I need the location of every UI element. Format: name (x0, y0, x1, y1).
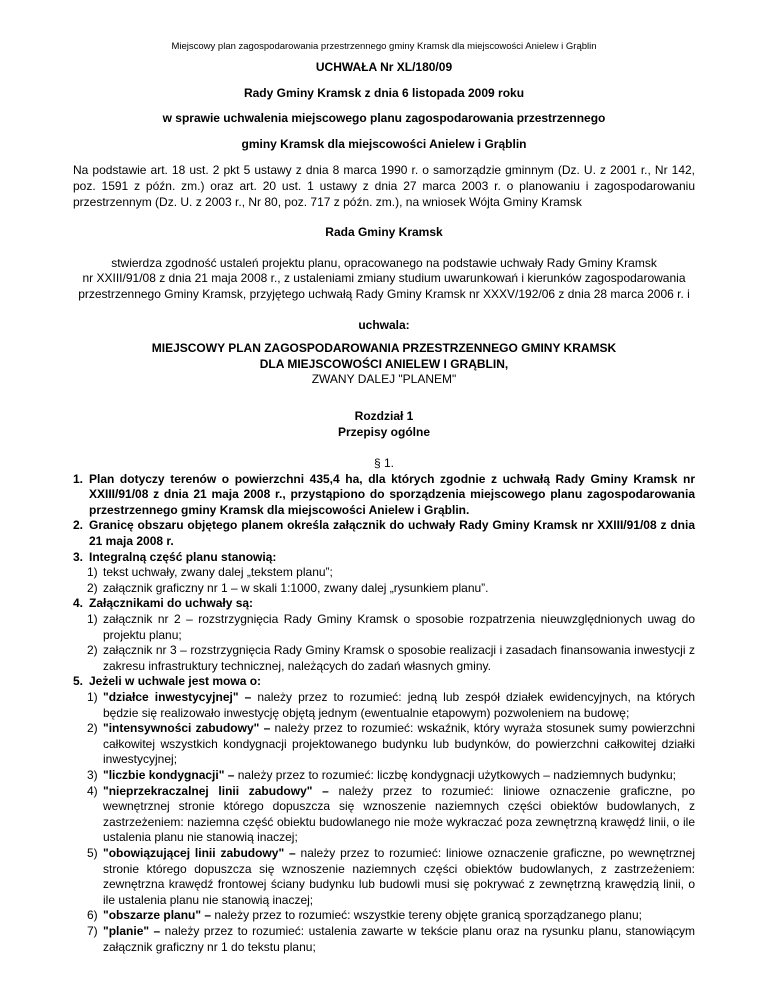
definition-term: "obowiązującej linii zabudowy" – (103, 845, 296, 860)
sub-item-text: należy przez to rozumieć: wskaźnik, który wyraża stosunek sumy powierzchni całkowitej wszystkich kondygnacji projektowanego budynku lub budynków, do powierzchni całkowitej działki inwestycyjnej; (103, 721, 695, 767)
sub-item-number: 7) (87, 923, 98, 938)
provision-text: Plan dotyczy terenów o powierzchni 435,4 ha, dla których zgodnie z uchwałą Rady Gminy Kramsk nr XXIII/91/08 z dnia 21 maja 2008 r., przystąpiono do sporządzenia miejscowego planu zagospodarowania przestrzennego gminy Kramsk dla miejscowości Anielew i Grąblin. (89, 471, 695, 517)
sub-item (73, 846, 695, 908)
sub-item-number: 2) (87, 643, 98, 658)
council-name: Rada Gminy Kramsk (325, 225, 443, 240)
provision-text: Integralną część planu stanowią: (89, 549, 277, 564)
definition-term: "planie" – (103, 923, 161, 938)
sub-item-text: tekst uchwały, zwany dalej „tekstem planu”; (103, 565, 333, 580)
sub-item (73, 924, 695, 955)
plan-title (73, 341, 695, 388)
provision-number: 2. (73, 518, 84, 533)
sub-item-number: 5) (87, 845, 98, 860)
provision-number: 5. (73, 674, 84, 689)
sub-item-text: załącznik graficzny nr 1 – w skali 1:1000, zwany dalej „rysunkiem planu”. (103, 580, 489, 595)
sub-item-text: załącznik nr 3 – rozstrzygnięcia Rady Gminy Kramsk o sposobie realizacji i zasadach finansowania inwestycji z zakresu infrastruktury technicznej, należących do zadań własnych gminy. (103, 643, 695, 673)
statement-line: przestrzennego Gminy Kramsk, przyjętego uchwałą Rady Gminy Kramsk nr XXXV/192/06 z dnia 28 marca 2006 r. i (78, 286, 690, 301)
sub-item (73, 721, 695, 768)
running-header: Miejscowy plan zagospodarowania przestrzennego gminy Kramsk dla miejscowości Anielew i Grąblin (171, 41, 597, 52)
provision-number: 4. (73, 596, 84, 611)
chapter-number: Rozdział 1 (354, 408, 414, 423)
provision-item (73, 518, 695, 549)
provision-number: 3. (73, 549, 84, 564)
sub-item (73, 768, 695, 784)
sub-item-number: 3) (87, 767, 98, 782)
sub-item (73, 690, 695, 721)
sub-item (73, 581, 695, 597)
statement-line: nr XXIII/91/08 z dnia 21 maja 2008 r., z ustaleniami zmiany studium uwarunkowań i kierunków zagospodarowania (82, 271, 686, 286)
sub-item-text: należy przez to rozumieć: jedną lub zespół działek ewidencyjnych, na których będzie się realizowało inwestycję objętą jednym (ewentualnie etapowym) pozwoleniem na budowę; (103, 690, 695, 720)
sub-item-number: 1) (87, 612, 98, 627)
sub-item (73, 643, 695, 674)
statement (73, 256, 695, 303)
definition-term: "obszarze planu" – (103, 908, 212, 923)
provision-text: Jeżeli w uchwale jest mowa o: (89, 674, 262, 689)
sub-item-text: załącznik nr 2 – rozstrzygnięcia Rady Gminy Kramsk o sposobie rozpatrzenia nieuwzględnionych uwag do projektu planu; (103, 612, 695, 642)
sub-item-number: 4) (87, 783, 98, 798)
sub-item-text: należy przez to rozumieć: liczbę kondygnacji użytkowych – nadziemnych budynku; (234, 767, 676, 782)
provision-text: Granicę obszaru objętego planem określa załącznik do uchwały Rady Gminy Kramsk nr XXIII/91/08 z dnia 21 maja 2008 r. (89, 518, 695, 549)
statement-line: stwierdza zgodność ustaleń projektu planu, opracowanego na podstawie uchwały Rady Gminy Kramsk (111, 255, 657, 270)
sub-item (73, 908, 695, 924)
definition-term: "nieprzekraczalnej linii zabudowy" – (103, 783, 329, 798)
sub-item-number: 1) (87, 690, 98, 704)
plan-title-line: MIEJSCOWY PLAN ZAGOSPODAROWANIA PRZESTRZENNEGO GMINY KRAMSK (151, 341, 617, 356)
definition-term: "liczbie kondygnacji" – (103, 767, 235, 782)
paragraph-sign: § 1. (373, 456, 394, 471)
sub-item-number: 2) (87, 721, 98, 736)
provision-item (73, 674, 695, 690)
definition-term: "intensywności zabudowy" – (103, 721, 271, 736)
sub-item-text: należy przez to rozumieć: wszystkie tereny objęte granicą sporządzanego planu; (211, 908, 642, 923)
provisions-list (73, 472, 695, 955)
resolves-label: uchwala: (358, 317, 410, 332)
sub-item-text: należy przez to rozumieć: liniowe oznaczenie graficzne, po wewnętrznej stronie którego dopuszcza się wznoszenie naziemnych części obiektów budowlanych, z zastrzeżeniem: naziemna część obiektu budowlanego nie może wykraczać poza zewnętrzną krawędź linii, o ile ustalenia planu nie stanowią inaczej; (103, 783, 695, 845)
sub-item-number: 2) (87, 580, 98, 595)
plan-title-line: ZWANY DALEJ "PLANEM" (311, 372, 457, 387)
provision-item (73, 596, 695, 612)
sub-item-text: należy przez to rozumieć: liniowe oznaczenie graficzne, po wewnętrznej stronie którego dopuszcza się wznoszenie naziemnych części obiektów budowlanych, z zastrzeżeniem: zewnętrzna krawędź frontowej ściany budynku lub budowli musi się pokrywać z zewnętrzną krawędzią linii, o ile ustalenia planu nie stanowią inaczej; (103, 845, 695, 907)
resolution-council-date: Rady Gminy Kramsk z dnia 6 listopada 2009 roku (243, 85, 525, 100)
resolution-number: UCHWAŁA Nr XL/180/09 (315, 60, 453, 74)
provision-text: Załącznikami do uchwały są: (89, 596, 254, 611)
plan-title-line: DLA MIEJSCOWOŚCI ANIELEW I GRĄBLIN, (259, 356, 509, 371)
sub-item (73, 612, 695, 643)
document-body (73, 60, 695, 955)
legal-basis: Na podstawie art. 18 ust. 2 pkt 5 ustawy z dnia 8 marca 1990 r. o samorządzie gminnym (Dz. U. z 2001 r., Nr 142, poz. 1591 z późn. zm.) oraz art. 20 ust. 1 ustawy z dnia 27 marca 2003 r. o planowaniu i zagospodarowaniu przestrzennym (Dz. U. z 2003 r., Nr 80, poz. 717 z późn. zm.), na wniosek Wójta Gminy Kramsk (73, 163, 695, 209)
resolution-subject-2: gminy Kramsk dla miejscowości Anielew i Grąblin (241, 136, 527, 151)
sub-item (73, 784, 695, 846)
resolution-subject-1: w sprawie uchwalenia miejscowego planu zagospodarowania przestrzennego (162, 111, 606, 126)
provision-item (73, 472, 695, 519)
sub-item-text: należy przez to rozumieć: ustalenia zawarte w tekście planu oraz na rysunku planu, stanowiącym załącznik graficzny nr 1 do tekstu planu; (103, 923, 696, 954)
provision-number: 1. (73, 471, 84, 486)
sub-item (73, 565, 695, 581)
chapter-heading (73, 409, 695, 440)
definition-term: "działce inwestycyjnej" – (103, 690, 252, 704)
resolution-title (73, 60, 695, 152)
provision-item (73, 550, 695, 566)
sub-item-number: 6) (87, 908, 98, 923)
sub-item-number: 1) (87, 565, 98, 580)
chapter-name: Przepisy ogólne (337, 424, 431, 439)
